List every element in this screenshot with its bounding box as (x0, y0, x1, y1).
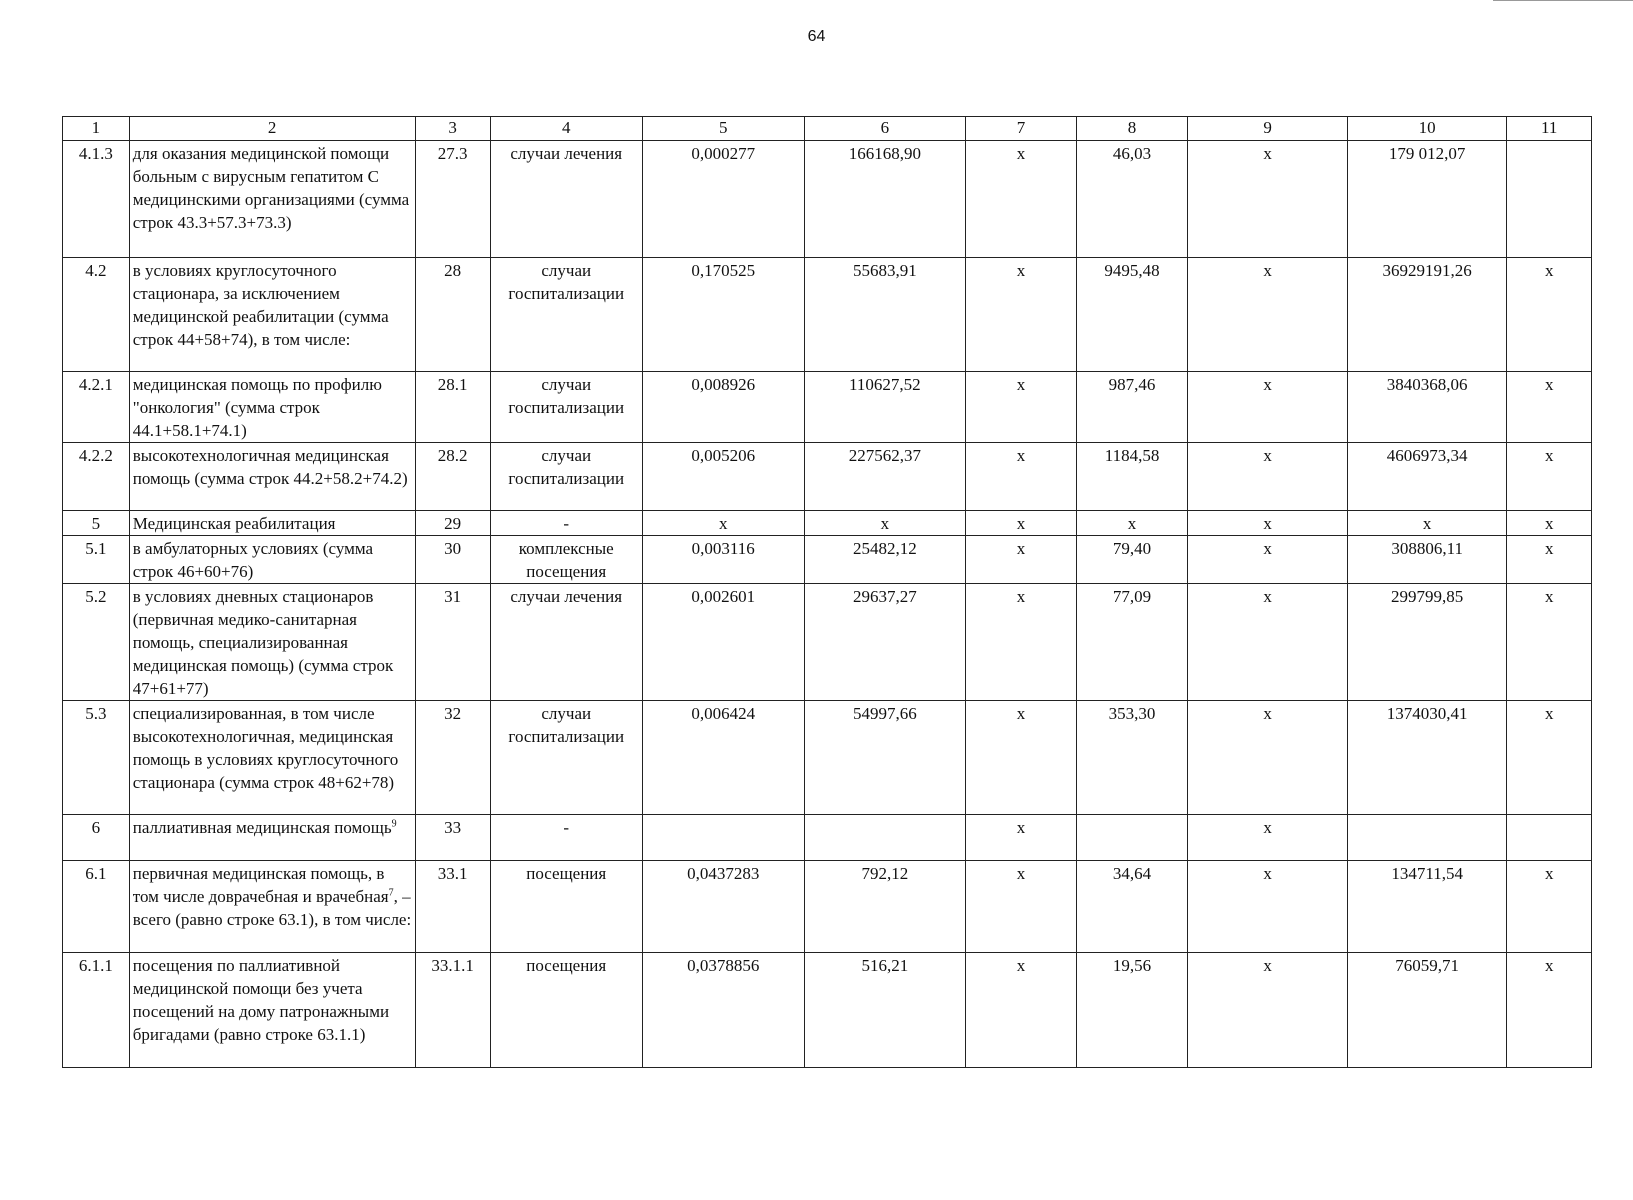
header-cell: 7 (966, 117, 1077, 141)
value-cell-6: 55683,91 (804, 258, 966, 372)
table-row (63, 584, 1592, 701)
header-cell: 1 (63, 117, 130, 141)
header-cell: 6 (804, 117, 966, 141)
description-text: первичная медицинская помощь, в том числе доврачебная и врачебная (132, 864, 389, 906)
line-number-cell: 31 (415, 584, 490, 701)
value-cell-10: 299799,85 (1347, 584, 1507, 701)
value-cell-9: х (1188, 511, 1348, 536)
value-cell-10: х (1347, 511, 1507, 536)
value-cell-7: х (966, 258, 1077, 372)
value-cell-8: 987,46 (1076, 372, 1188, 443)
header-cell: 2 (129, 117, 415, 141)
value-cell-6: 54997,66 (804, 701, 966, 815)
value-cell-7: х (966, 372, 1077, 443)
unit-cell: комплексные посещения (490, 536, 642, 584)
value-cell-11: х (1507, 511, 1592, 536)
description-text: в условиях дневных стационаров (первичная медико-санитарная помощь, специализированная медицинская помощь) (сумма строк 47+61+77) (132, 587, 394, 698)
unit-cell: случаи госпитализации (490, 258, 642, 372)
description-text: медицинская помощь по профилю "онкология" (сумма строк 44.1+58.1+74.1) (132, 375, 382, 440)
unit-cell: случаи лечения (490, 584, 642, 701)
value-cell-8: 353,30 (1076, 701, 1188, 815)
value-cell-8: 1184,58 (1076, 443, 1188, 511)
unit-cell: случаи госпитализации (490, 443, 642, 511)
value-cell-9: х (1188, 701, 1348, 815)
value-cell-8: 9495,48 (1076, 258, 1188, 372)
value-cell-9: х (1188, 536, 1348, 584)
line-number-cell: 33.1 (415, 861, 490, 953)
value-cell-5: 0,006424 (642, 701, 804, 815)
line-number-cell: 33 (415, 815, 490, 861)
unit-cell: случаи лечения (490, 141, 642, 258)
value-cell-6: 792,12 (804, 861, 966, 953)
value-cell-10: 4606973,34 (1347, 443, 1507, 511)
footnote-ref: 9 (391, 818, 397, 830)
row-code-cell: 6.1.1 (63, 953, 130, 1068)
header-cell: 10 (1347, 117, 1507, 141)
value-cell-11: х (1507, 953, 1592, 1068)
value-cell-9: х (1188, 258, 1348, 372)
line-number-cell: 28.1 (415, 372, 490, 443)
value-cell-8: х (1076, 511, 1188, 536)
header-cell: 4 (490, 117, 642, 141)
footnote-ref: 7 (388, 887, 394, 899)
description-cell (129, 536, 415, 584)
value-cell-5: 0,002601 (642, 584, 804, 701)
value-cell-8: 46,03 (1076, 141, 1188, 258)
value-cell-9: х (1188, 443, 1348, 511)
header-cell: 3 (415, 117, 490, 141)
page-number: 64 (807, 28, 826, 45)
value-cell-8: 19,56 (1076, 953, 1188, 1068)
value-cell-5: 0,008926 (642, 372, 804, 443)
value-cell-6: 227562,37 (804, 443, 966, 511)
table-row (63, 443, 1592, 511)
value-cell-10: 179 012,07 (1347, 141, 1507, 258)
description-text: высокотехнологичная медицинская помощь (сумма строк 44.2+58.2+74.2) (132, 446, 408, 488)
value-cell-5: х (642, 511, 804, 536)
value-cell-11: х (1507, 701, 1592, 815)
value-cell-10: 36929191,26 (1347, 258, 1507, 372)
value-cell-9: х (1188, 815, 1348, 861)
header-cell: 9 (1188, 117, 1348, 141)
value-cell-6: 516,21 (804, 953, 966, 1068)
value-cell-7: х (966, 861, 1077, 953)
description-tail: , – всего (равно строке 63.1), в том числе: (132, 887, 412, 929)
unit-cell: - (490, 815, 642, 861)
description-text: специализированная, в том числе высокотехнологичная, медицинская помощь в условиях круглосуточного стационара (сумма строк 48+62+78) (132, 704, 399, 792)
description-cell (129, 372, 415, 443)
value-cell-7: х (966, 141, 1077, 258)
description-text: в амбулаторных условиях (сумма строк 46+60+76) (132, 539, 374, 581)
value-cell-7: х (966, 815, 1077, 861)
table-row (63, 372, 1592, 443)
value-cell-7: х (966, 536, 1077, 584)
description-cell (129, 953, 415, 1068)
table-row (63, 861, 1592, 953)
value-cell-11: х (1507, 443, 1592, 511)
value-cell-7: х (966, 511, 1077, 536)
table-row (63, 141, 1592, 258)
description-text: посещения по паллиативной медицинской помощи без учета посещений на дому патронажными бригадами (равно строке 63.1.1) (132, 956, 390, 1044)
line-number-cell: 28.2 (415, 443, 490, 511)
description-cell (129, 584, 415, 701)
value-cell-10: 134711,54 (1347, 861, 1507, 953)
line-number-cell: 30 (415, 536, 490, 584)
value-cell-11 (1507, 141, 1592, 258)
value-cell-6: 29637,27 (804, 584, 966, 701)
header-cell: 11 (1507, 117, 1592, 141)
description-text: Медицинская реабилитация (132, 514, 336, 533)
value-cell-10: 308806,11 (1347, 536, 1507, 584)
line-number-cell: 33.1.1 (415, 953, 490, 1068)
table-row (63, 953, 1592, 1068)
unit-cell: случаи госпитализации (490, 372, 642, 443)
header-cell: 5 (642, 117, 804, 141)
value-cell-10 (1347, 815, 1507, 861)
data-table (62, 116, 1592, 1068)
value-cell-10: 3840368,06 (1347, 372, 1507, 443)
value-cell-11 (1507, 815, 1592, 861)
value-cell-5: 0,000277 (642, 141, 804, 258)
top-rule (1493, 0, 1633, 1)
row-code-cell: 4.2.1 (63, 372, 130, 443)
row-code-cell: 4.1.3 (63, 141, 130, 258)
description-text: в условиях круглосуточного стационара, за исключением медицинской реабилитации (сумма строк 44+58+74), в том числе: (132, 261, 389, 349)
value-cell-11: х (1507, 584, 1592, 701)
description-cell (129, 861, 415, 953)
value-cell-8: 77,09 (1076, 584, 1188, 701)
value-cell-6: 110627,52 (804, 372, 966, 443)
description-cell (129, 511, 415, 536)
value-cell-9: х (1188, 372, 1348, 443)
row-code-cell: 4.2.2 (63, 443, 130, 511)
table-row (63, 536, 1592, 584)
line-number-cell: 29 (415, 511, 490, 536)
value-cell-6 (804, 815, 966, 861)
value-cell-9: х (1188, 141, 1348, 258)
description-text: для оказания медицинской помощи больным с вирусным гепатитом С медицинскими организациями (сумма строк 43.3+57.3+73.3) (132, 144, 410, 232)
row-code-cell: 4.2 (63, 258, 130, 372)
value-cell-5: 0,005206 (642, 443, 804, 511)
table-row (63, 701, 1592, 815)
value-cell-9: х (1188, 584, 1348, 701)
row-code-cell: 6.1 (63, 861, 130, 953)
description-cell (129, 815, 415, 861)
value-cell-11: х (1507, 861, 1592, 953)
value-cell-7: х (966, 584, 1077, 701)
value-cell-5: 0,170525 (642, 258, 804, 372)
table-row (63, 815, 1592, 861)
description-cell (129, 258, 415, 372)
line-number-cell: 27.3 (415, 141, 490, 258)
row-code-cell: 5.3 (63, 701, 130, 815)
unit-cell: - (490, 511, 642, 536)
description-text: паллиативная медицинская помощь (132, 818, 392, 837)
header-row (63, 117, 1592, 141)
value-cell-6: 166168,90 (804, 141, 966, 258)
value-cell-8: 79,40 (1076, 536, 1188, 584)
row-code-cell: 5.1 (63, 536, 130, 584)
value-cell-11: х (1507, 372, 1592, 443)
table-row (63, 258, 1592, 372)
value-cell-9: х (1188, 861, 1348, 953)
row-code-cell: 6 (63, 815, 130, 861)
row-code-cell: 5 (63, 511, 130, 536)
description-cell (129, 701, 415, 815)
unit-cell: посещения (490, 861, 642, 953)
value-cell-8: 34,64 (1076, 861, 1188, 953)
value-cell-5: 0,0437283 (642, 861, 804, 953)
description-cell (129, 141, 415, 258)
value-cell-10: 76059,71 (1347, 953, 1507, 1068)
value-cell-9: х (1188, 953, 1348, 1068)
line-number-cell: 32 (415, 701, 490, 815)
value-cell-6: х (804, 511, 966, 536)
table-row (63, 511, 1592, 536)
value-cell-7: х (966, 701, 1077, 815)
value-cell-11: х (1507, 536, 1592, 584)
description-cell (129, 443, 415, 511)
value-cell-7: х (966, 443, 1077, 511)
unit-cell: посещения (490, 953, 642, 1068)
line-number-cell: 28 (415, 258, 490, 372)
value-cell-7: х (966, 953, 1077, 1068)
value-cell-11: х (1507, 258, 1592, 372)
value-cell-6: 25482,12 (804, 536, 966, 584)
unit-cell: случаи госпитализации (490, 701, 642, 815)
value-cell-5: 0,003116 (642, 536, 804, 584)
row-code-cell: 5.2 (63, 584, 130, 701)
value-cell-8 (1076, 815, 1188, 861)
value-cell-10: 1374030,41 (1347, 701, 1507, 815)
header-cell: 8 (1076, 117, 1188, 141)
value-cell-5 (642, 815, 804, 861)
value-cell-5: 0,0378856 (642, 953, 804, 1068)
